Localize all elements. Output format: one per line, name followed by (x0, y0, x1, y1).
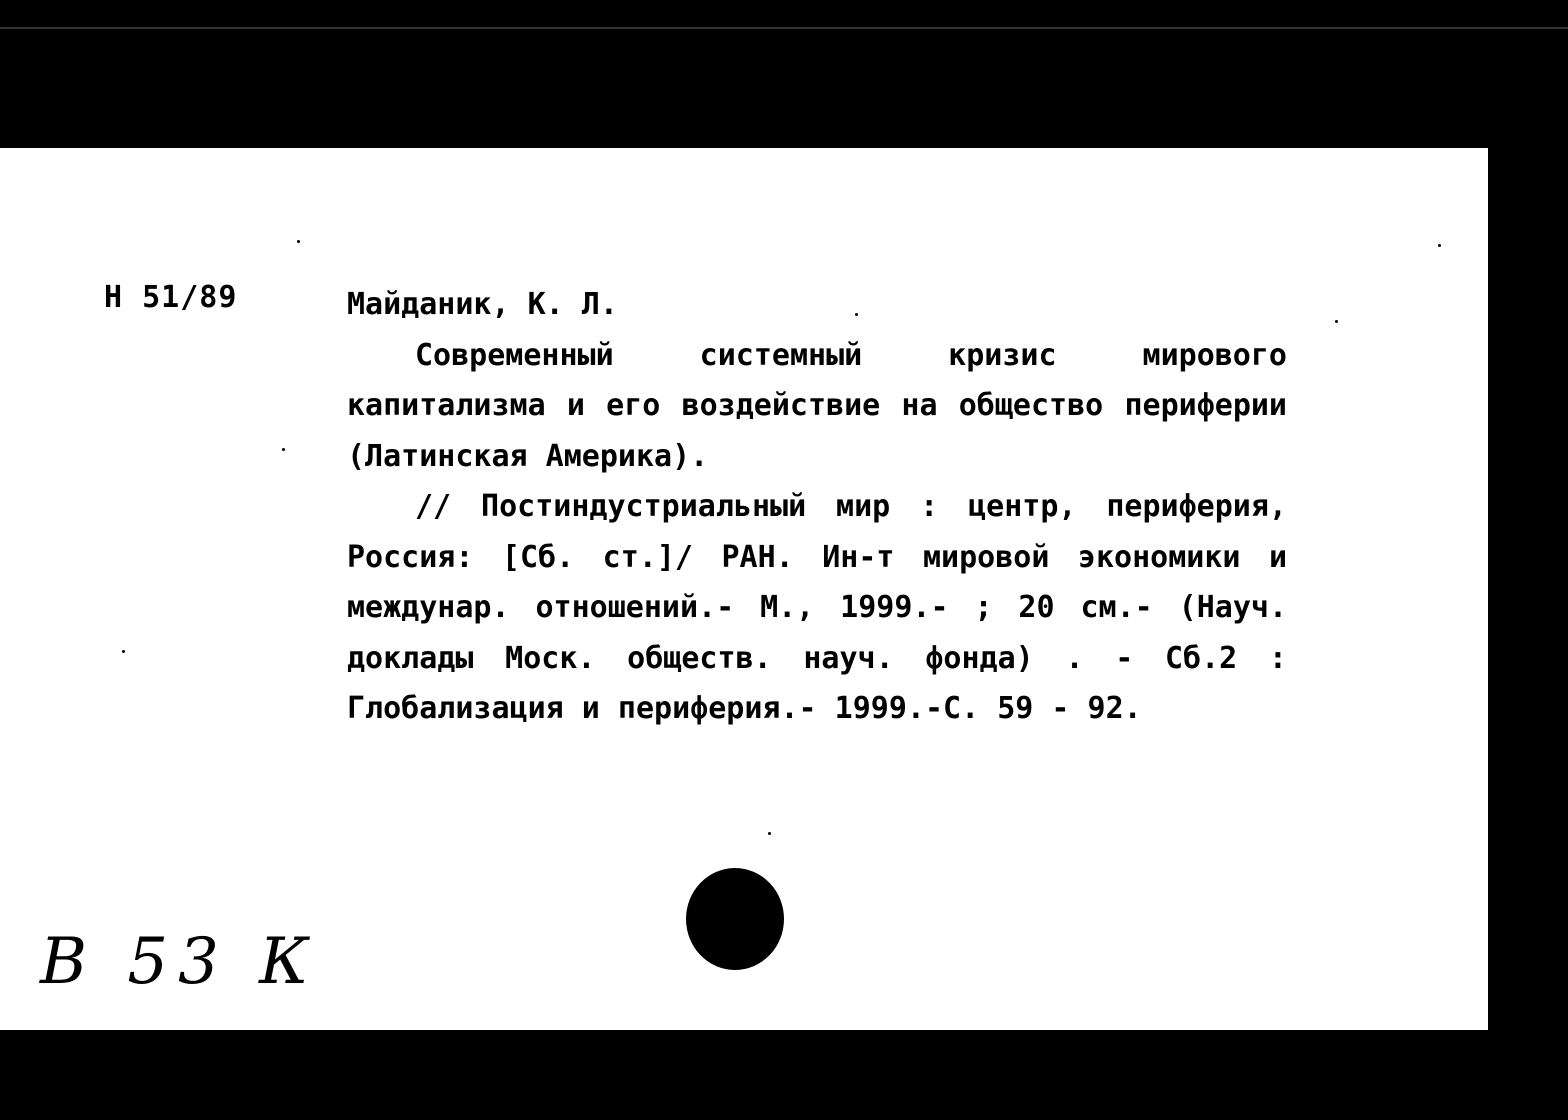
scan-speck (282, 448, 285, 451)
call-number: Н 51/89 (104, 280, 238, 315)
scan-speck (1335, 320, 1338, 323)
title-paragraph: Современный системный кризис мирового капитализма и его воздействие на общество периферии (Латинская Америка). (347, 337, 1287, 474)
author: Майданик, К. Л. (347, 287, 618, 322)
source-paragraph: // Постиндустриальный мир : центр, периферия, Россия: [Сб. ст.]/ РАН. Ин-т мировой экономики и междунар. отношений.- М., 1999.- ; 20 см.- (Науч. доклады Моск. обществ. науч. фонда) . - Сб.2 : Глобализация и периферия.- 1999.-С. 59 - 92. (347, 489, 1287, 726)
scan-speck (297, 240, 300, 243)
scan-speck (1438, 244, 1441, 247)
punch-hole (686, 868, 784, 970)
scan-speck (855, 313, 858, 316)
scan-edge-line (0, 27, 1568, 29)
bibliographic-entry (347, 280, 1287, 735)
handwritten-mark: В 53 К (40, 925, 319, 999)
scan-speck (768, 832, 771, 835)
scan-speck (122, 650, 125, 653)
